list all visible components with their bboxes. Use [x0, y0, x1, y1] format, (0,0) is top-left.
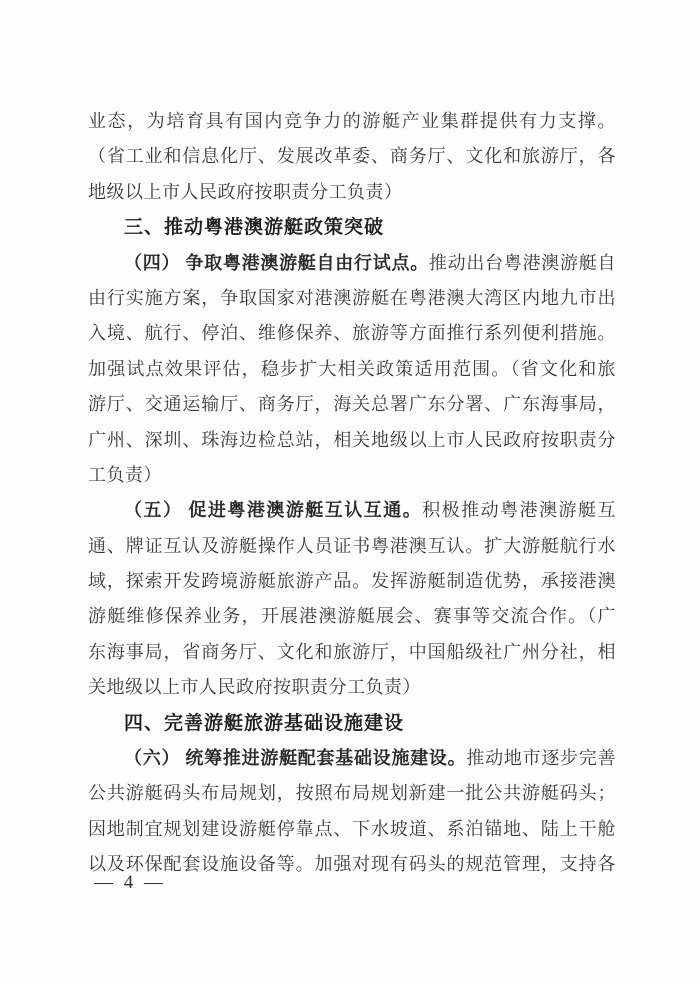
line-text: 推动出台粤港澳游艇自 — [428, 252, 616, 273]
item-title-bold: （四） 争取粤港澳游艇自由行试点。 — [124, 252, 429, 273]
document-line: 由行实施方案，争取国家对港澳游艇在粤港澳大湾区内地九市出 — [88, 287, 616, 308]
page-number: — 4 — — [94, 872, 166, 893]
document-line: 公共游艇码头布局规划，按照布局规划新建一批公共游艇码头； — [88, 783, 616, 804]
document-line: 业态，为培育具有国内竞争力的游艇产业集群提供有力支撑。 — [88, 111, 616, 131]
document-line: 域，探索开发跨境游艇旅游产品。发挥游艇制造优势，承接港澳 — [88, 571, 616, 592]
item-title-bold: （六） 统筹推进游艇配套基础设施建设。 — [124, 748, 467, 769]
paragraph-first-line — [88, 246, 616, 281]
section-heading-3: 三、推动粤港澳游艇政策突破 — [124, 216, 385, 239]
document-line: 游艇维修保养业务，开展港澳游艇展会、赛事等交流合作。（广 — [88, 606, 616, 627]
line-text: 积极推动粤港澳游艇互 — [422, 500, 617, 521]
section-heading-4: 四、完善游艇旅游基础设施建设 — [124, 711, 405, 734]
document-line: 地级以上市人民政府按职责分工负责） — [88, 181, 403, 202]
line-text: 推动地市逐步完善 — [466, 748, 617, 769]
paragraph-first-line — [88, 741, 616, 776]
document-line: 游厅、交通运输厅、商务厅，海关总署广东分署、广东海事局， — [88, 394, 616, 415]
document-line: 广州、深圳、珠海边检总站，相关地级以上市人民政府按职责分 — [88, 429, 616, 450]
document-line: 关地级以上市人民政府按职责分工负责） — [88, 677, 421, 698]
paragraph-first-line — [88, 493, 616, 528]
document-line: 东海事局，省商务厅、文化和旅游厅，中国船级社广州分社，相 — [88, 641, 616, 662]
document-line: 通、牌证互认及游艇操作人员证书粤港澳互认。扩大游艇航行水 — [88, 535, 616, 556]
document-line: 入境、航行、停泊、维修保养、旅游等方面推行系列便利措施。 — [88, 323, 616, 344]
item-title-bold: （五） 促进粤港澳游艇互认互通。 — [124, 500, 423, 521]
document-line: 加强试点效果评估，稳步扩大相关政策适用范围。（省文化和旅 — [88, 358, 616, 379]
document-line: 工负责） — [88, 464, 162, 485]
document-body — [88, 104, 616, 883]
document-line: 以及环保配套设施设备等。加强对现有码头的规范管理，支持各 — [88, 854, 616, 875]
document-line: 因地制宜规划建设游艇停靠点、下水坡道、系泊锚地、陆上干舱 — [88, 818, 616, 839]
document-line: （省工业和信息化厅、发展改革委、商务厅、文化和旅游厅，各 — [88, 146, 616, 167]
